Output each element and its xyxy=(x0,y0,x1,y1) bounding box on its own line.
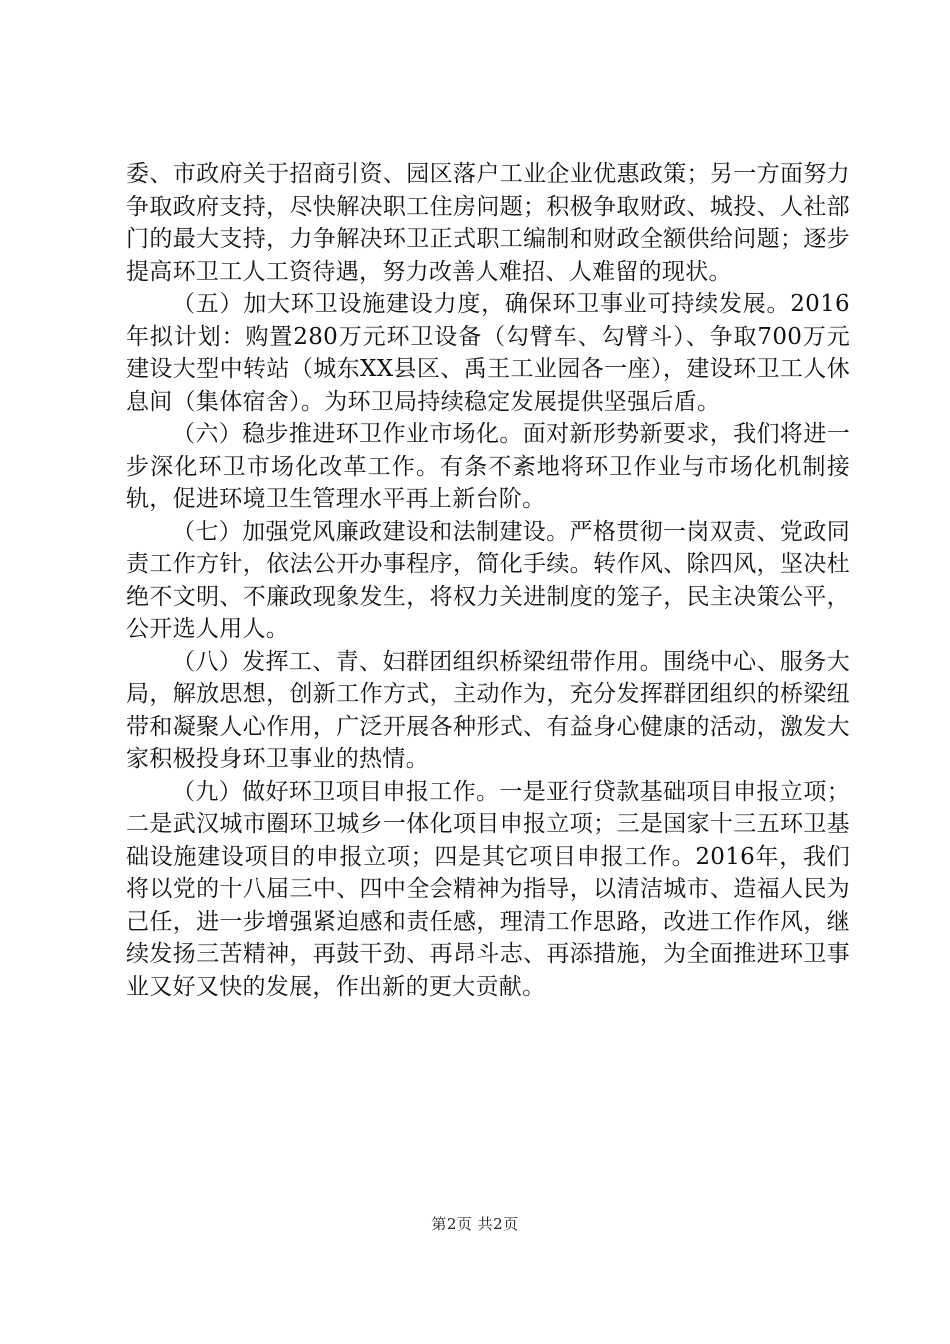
paragraph-item-5: （五）加大环卫设施建设力度，确保环卫事业可持续发展。2016年拟计划：购置280万元环卫设备（勾臂车、勾臂斗）、争取700万元建设大型中转站（城东XX县区、禹王工业园各一座），建设环卫工人休息间（集体宿舍）。为环卫局持续稳定发展提供坚强后盾。 xyxy=(126,291,850,415)
page-number-label: 第2页 共2页 xyxy=(431,1215,519,1233)
paragraph-item-8: （八）发挥工、青、妇群团组织桥梁纽带作用。围绕中心、服务大局，解放思想，创新工作方式，主动作为，充分发挥群团组织的桥梁纽带和凝聚人心作用，广泛开展各种形式、有益身心健康的活动，激发大家积极投身环卫事业的热情。 xyxy=(126,648,850,772)
page-footer xyxy=(0,1214,950,1234)
paragraph-item-9: （九）做好环卫项目申报工作。一是亚行贷款基础项目申报立项；二是武汉城市圈环卫城乡一体化项目申报立项；三是国家十三五环卫基础设施建设项目的申报立项；四是其它项目申报工作。2016年，我们将以党的十八届三中、四中全会精神为指导，以清洁城市、造福人民为己任，进一步增强紧迫感和责任感，理清工作思路，改进工作作风，继续发扬三苦精神，再鼓干劲、再昂斗志、再添措施，为全面推进环卫事业又好又快的发展，作出新的更大贡献。 xyxy=(126,778,850,1000)
paragraph-item-7: （七）加强党风廉政建设和法制建设。严格贯彻一岗双责、党政同责工作方针，依法公开办事程序，简化手续。转作风、除四风，坚决杜绝不文明、不廉政现象发生，将权力关进制度的笼子，民主决策公平，公开选人用人。 xyxy=(126,518,850,642)
paragraph-continuation: 委、市政府关于招商引资、园区落户工业企业优惠政策；另一方面努力争取政府支持，尽快解决职工住房问题；积极争取财政、城投、人社部门的最大支持，力争解决环卫正式职工编制和财政全额供给问题；逐步提高环卫工人工资待遇，努力改善人难招、人难留的现状。 xyxy=(126,161,850,285)
document-body xyxy=(126,158,850,1003)
paragraph-item-6: （六）稳步推进环卫作业市场化。面对新形势新要求，我们将进一步深化环卫市场化改革工作。有条不紊地将环卫作业与市场化机制接轨，促进环境卫生管理水平再上新台阶。 xyxy=(126,421,850,512)
